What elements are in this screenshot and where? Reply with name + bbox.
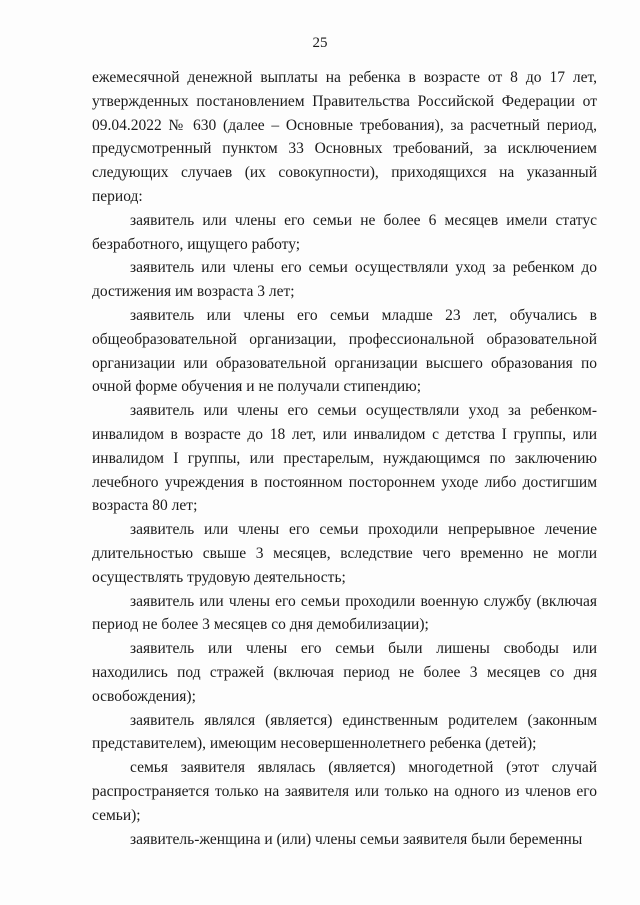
paragraph: заявитель или члены его семьи проходили непрерывное лечение длительностью свыше 3 месяцев, вследствие чего временно не могли осуществлять трудовую деятельность; — [92, 521, 597, 586]
paragraph: заявитель или члены его семьи были лишены свободы или находились под стражей (включая период не более 3 месяцев со дня освобождения); — [92, 640, 597, 705]
paragraph: заявитель-женщина и (или) члены семьи заявителя были беременны — [130, 830, 583, 848]
paragraph: заявитель или члены его семьи младше 23 лет, обучались в общеобразовательной организации, профессиональной образовательной организации или образовательной организации высшего образования по очной форме обучения и не получали стипендию; — [92, 306, 597, 396]
page-number: 25 — [312, 35, 328, 51]
paragraph: заявитель или члены его семьи осуществляли уход за ребенком-инвалидом в возрасте до 18 лет, или инвалидом с детства I группы, или инвалидом I группы, или престарелым, нуждающимся по заключению лечебного учреждения в постоянном постороннем уходе либо достигшим возраста 80 лет; — [92, 402, 597, 515]
paragraph: заявитель или члены его семьи не более 6 месяцев имели статус безработного, ищущего работу; — [92, 211, 597, 253]
document-body — [92, 66, 597, 851]
paragraph: ежемесячной денежной выплаты на ребенка в возрасте от 8 до 17 лет, утвержденных постановлением Правительства Российской Федерации от 09.04.2022 № 630 (далее – Основные требования), за расчетный период, предусмотренный пунктом 33 Основных требований, за исключением следующих случаев (их совокупности), приходящихся на указанный период: — [92, 69, 597, 205]
paragraph: заявитель или члены его семьи осуществляли уход за ребенком до достижения им возраста 3 лет; — [92, 259, 597, 301]
paragraph: заявитель или члены его семьи проходили военную службу (включая период не более 3 месяцев со дня демобилизации); — [92, 592, 597, 634]
paragraph: заявитель являлся (является) единственным родителем (законным представителем), имеющим несовершеннолетнего ребенка (детей); — [92, 711, 597, 753]
paragraph: семья заявителя являлась (является) многодетной (этот случай распространяется только на заявителя или только на одного из членов его семьи); — [92, 759, 597, 824]
